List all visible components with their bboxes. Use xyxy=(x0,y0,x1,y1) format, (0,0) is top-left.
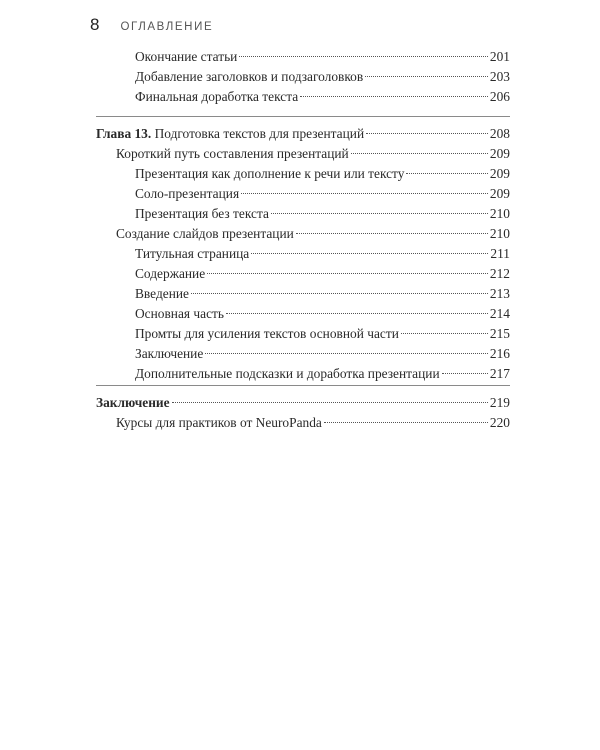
toc-entry-page: 220 xyxy=(489,415,510,430)
toc-entry-main-part[interactable] xyxy=(135,304,510,324)
toc-entry-presentation-conclusion[interactable] xyxy=(135,344,510,364)
dot-leader xyxy=(226,313,488,314)
toc-entry-page: 201 xyxy=(489,49,510,64)
toc-entry-creating-slides[interactable] xyxy=(116,224,510,244)
toc-entry-title: Промты для усиления текстов основной части xyxy=(135,326,399,341)
dot-leader xyxy=(365,76,488,77)
dot-leader xyxy=(401,333,488,334)
toc-entry-title: Введение xyxy=(135,286,189,301)
chapter-label: Глава 13. xyxy=(96,126,152,141)
toc-entry-page: 206 xyxy=(489,89,510,104)
page-number: 8 xyxy=(90,15,100,34)
toc-entry-conclusion[interactable] xyxy=(96,393,510,413)
toc-entry-contents[interactable] xyxy=(135,264,510,284)
toc-entry-no-text-presentation[interactable] xyxy=(135,204,510,224)
dot-leader xyxy=(271,213,488,214)
toc-entry-title: Курсы для практиков от NeuroPanda xyxy=(116,415,322,430)
section-divider xyxy=(96,116,510,117)
toc-entry-final-text-polish[interactable] xyxy=(135,87,510,107)
dot-leader xyxy=(296,233,488,234)
toc-entry-presentation-supplement[interactable] xyxy=(135,164,510,184)
toc-entry-title: Создание слайдов презентации xyxy=(116,226,294,241)
toc-entry-page: 208 xyxy=(489,126,510,141)
toc-entry-title: Презентация как дополнение к речи или тексту xyxy=(135,166,405,181)
dot-leader xyxy=(241,193,488,194)
chapter-name: Подготовка текстов для презентаций xyxy=(154,126,365,141)
toc-entry-title: Содержание xyxy=(135,266,206,281)
toc-entry-extra-tips[interactable] xyxy=(135,364,510,384)
dot-leader xyxy=(191,293,488,294)
toc-entry-page: 210 xyxy=(489,226,510,241)
toc-entry-page: 209 xyxy=(489,186,510,201)
dot-leader xyxy=(205,353,488,354)
toc-entry-page: 209 xyxy=(489,146,510,161)
toc-entry-page: 209 xyxy=(489,166,510,181)
toc-entry-title-page[interactable] xyxy=(135,244,510,264)
running-title: ОГЛАВЛЕНИЕ xyxy=(120,21,214,33)
toc-entry-page: 219 xyxy=(489,395,510,410)
toc-entry-courses[interactable] xyxy=(116,413,510,433)
toc-entry-end-of-article[interactable] xyxy=(135,47,510,67)
toc-entry-page: 210 xyxy=(489,206,510,221)
toc-entry-page: 214 xyxy=(489,306,510,321)
toc-entry-page: 213 xyxy=(489,286,510,301)
toc-entry-title: Короткий путь составления презентаций xyxy=(116,146,349,161)
toc-entry-title: Презентация без текста xyxy=(135,206,269,221)
toc-entry-page: 215 xyxy=(489,326,510,341)
conclusion-label: Заключение xyxy=(96,395,170,410)
toc-entry-title: Заключение xyxy=(135,346,204,361)
toc-entry-page: 217 xyxy=(489,366,510,381)
dot-leader xyxy=(442,373,488,374)
toc-entry-page: 212 xyxy=(489,266,510,281)
dot-leader xyxy=(324,422,488,423)
toc-entry-page: 216 xyxy=(489,346,510,361)
toc-entry-title: Дополнительные подсказки и доработка презентации xyxy=(135,366,440,381)
dot-leader xyxy=(251,253,488,254)
dot-leader xyxy=(300,96,488,97)
toc-entry-short-path[interactable] xyxy=(116,144,510,164)
toc-entry-title: Титульная страница xyxy=(135,246,250,261)
dot-leader xyxy=(366,133,488,134)
toc-entry-page: 203 xyxy=(489,69,510,84)
toc-entry-introduction[interactable] xyxy=(135,284,510,304)
toc-entry-prompts[interactable] xyxy=(135,324,510,344)
toc-entry-title: Финальная доработка текста xyxy=(135,89,299,104)
dot-leader xyxy=(406,173,487,174)
page-header xyxy=(90,15,213,39)
dot-leader xyxy=(239,56,488,57)
toc-entry-title: Соло-презентация xyxy=(135,186,240,201)
toc-entry-title: Окончание статьи xyxy=(135,49,238,64)
toc-entry-page: 211 xyxy=(490,246,510,261)
toc-entry-title: Основная часть xyxy=(135,306,224,321)
toc-chapter-title xyxy=(96,124,364,144)
toc-entry-solo-presentation[interactable] xyxy=(135,184,510,204)
toc-entry-adding-headings[interactable] xyxy=(135,67,510,87)
toc-entry-title: Добавление заголовков и подзаголовков xyxy=(135,69,364,84)
dot-leader xyxy=(172,402,488,403)
toc-entry-title xyxy=(96,393,170,413)
toc-entry-chapter-13[interactable] xyxy=(96,124,510,144)
dot-leader xyxy=(207,273,488,274)
section-divider xyxy=(96,385,510,386)
dot-leader xyxy=(351,153,488,154)
